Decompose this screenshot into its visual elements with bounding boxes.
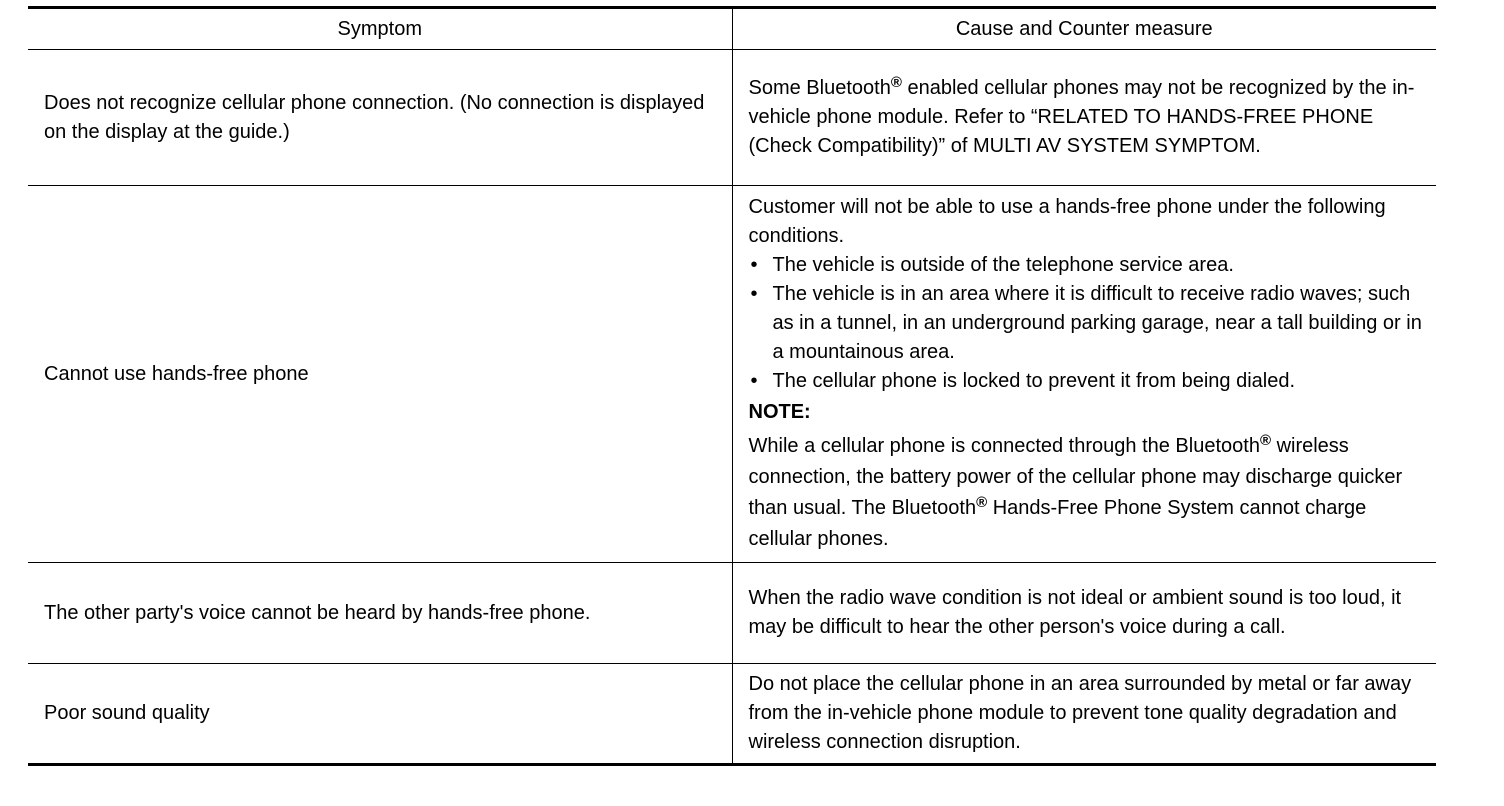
list-item-text: The vehicle is outside of the telephone service area.: [772, 254, 1234, 276]
table-row: [28, 563, 1436, 664]
bullet-icon: •: [750, 254, 758, 276]
symptom-cell: Does not recognize cellular phone connection. (No connection is displayed on the display at the guide.): [28, 50, 732, 186]
registered-mark: ®: [890, 74, 902, 91]
table-row: [28, 664, 1436, 765]
note-text-part: Hands-Free Phone System cannot charge cellular phones.: [748, 497, 1367, 550]
table-header-row: [28, 8, 1436, 50]
symptom-cell: Poor sound quality: [28, 664, 732, 765]
condition-list: [749, 251, 1425, 396]
registered-mark: ®: [1259, 432, 1272, 449]
list-item: [749, 367, 1425, 396]
cause-cell: Do not place the cellular phone in an area surrounded by metal or far away from the in-vehicle phone module to prevent tone quality degradation and wireless connection disruption.: [732, 664, 1436, 765]
cause-cell: [732, 186, 1436, 563]
cause-text: enabled cellular phones may not be recognized by the in-vehicle phone module. Refer to “RELATED TO HANDS-FREE PHONE (Check Compatibility)” of MULTI AV SYSTEM SYMPTOM.: [748, 77, 1415, 157]
bullet-icon: •: [750, 370, 758, 392]
bullet-icon: •: [750, 283, 758, 305]
note-text-part: wireless connection, the battery power of the cellular phone may discharge quicker than usual. The Bluetooth: [748, 435, 1403, 519]
note-label: NOTE:: [748, 401, 811, 423]
list-item-text: The vehicle is in an area where it is difficult to receive radio waves; such as in a tunnel, in an underground parking garage, near a tall building or in a mountainous area.: [772, 283, 1422, 363]
table-row: [28, 186, 1436, 563]
symptom-cell: The other party's voice cannot be heard by hands-free phone.: [28, 563, 732, 664]
troubleshooting-table: [28, 6, 1436, 766]
note-text-part: While a cellular phone is connected through the Bluetooth: [748, 435, 1260, 457]
header-cause: Cause and Counter measure: [732, 8, 1436, 50]
list-item: [749, 280, 1425, 367]
cause-intro: Customer will not be able to use a hands-free phone under the following conditions.: [748, 196, 1386, 247]
cause-cell: [732, 50, 1436, 186]
list-item: [749, 251, 1425, 280]
cause-cell: When the radio wave condition is not ideal or ambient sound is too loud, it may be difficult to hear the other person's voice during a call.: [732, 563, 1436, 664]
note-text: [749, 431, 1425, 555]
registered-mark: ®: [976, 494, 988, 511]
cause-text: Some Bluetooth: [748, 77, 891, 99]
header-symptom: Symptom: [28, 8, 732, 50]
symptom-cell: Cannot use hands-free phone: [28, 186, 732, 563]
table-row: [28, 50, 1436, 186]
list-item-text: The cellular phone is locked to prevent it from being dialed.: [772, 370, 1296, 392]
